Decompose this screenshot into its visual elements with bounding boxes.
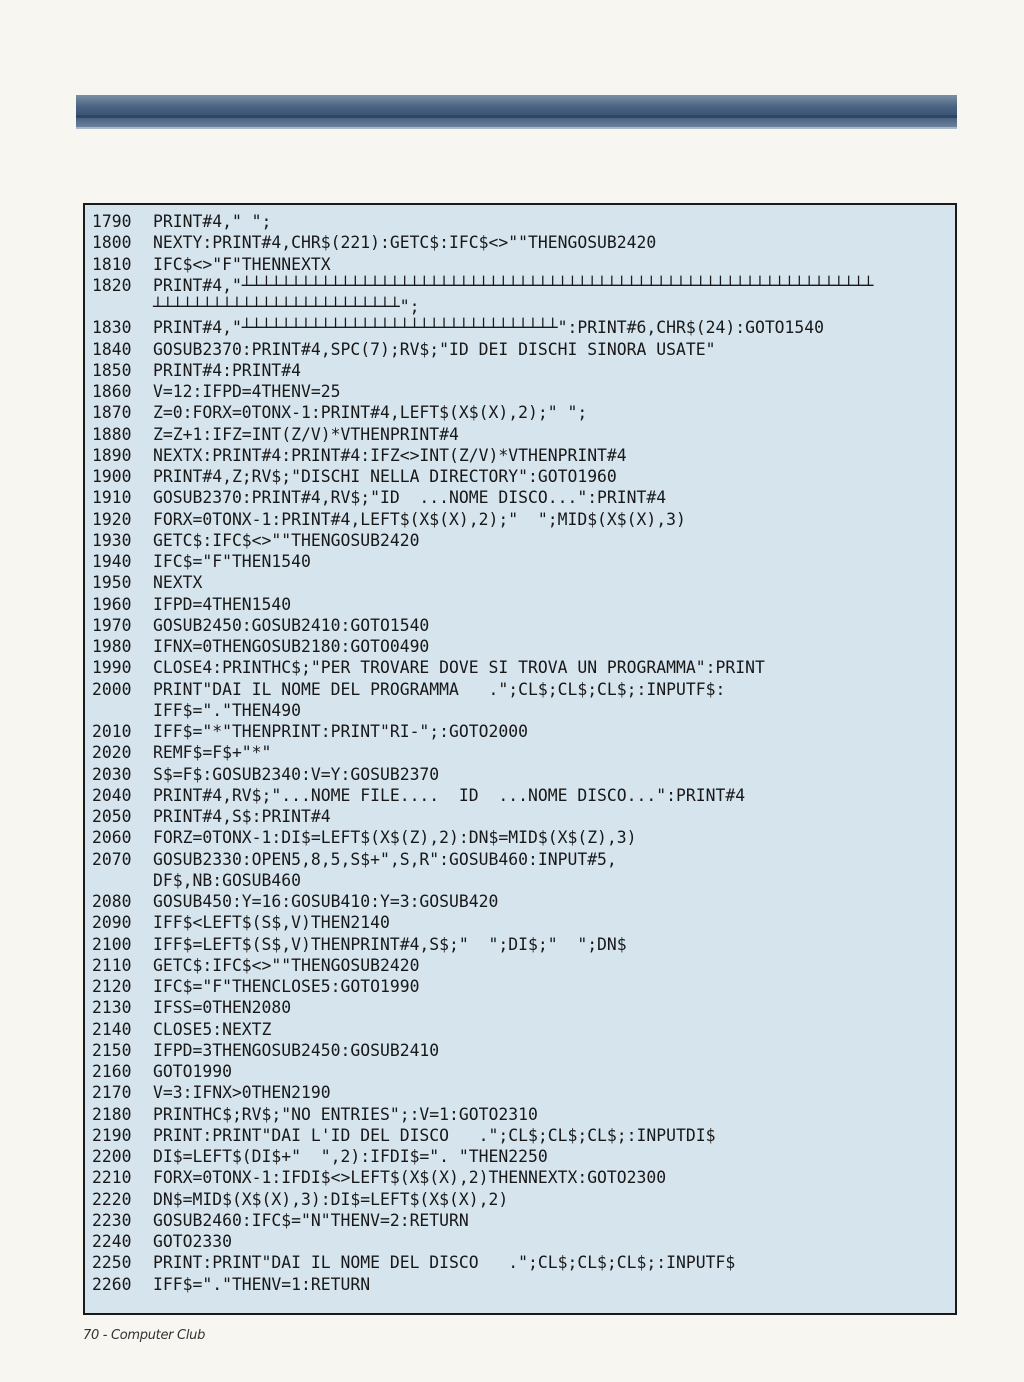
line-number: 2150 bbox=[92, 1040, 132, 1060]
line-number: 2010 bbox=[92, 722, 132, 741]
line-code: DN$=MID$(X$(X),3):DI$=LEFT$(X$(X),2) bbox=[153, 1189, 509, 1209]
line-number: 1910 bbox=[92, 488, 132, 508]
code-line bbox=[92, 1125, 955, 1146]
code-line bbox=[92, 806, 955, 827]
line-number: 2040 bbox=[92, 785, 132, 805]
code-line bbox=[92, 657, 955, 678]
line-code: IFF$="."THEN490 bbox=[153, 700, 302, 720]
line-number: 2090 bbox=[92, 913, 132, 933]
code-line bbox=[92, 1040, 955, 1061]
line-number: 1890 bbox=[92, 445, 132, 465]
line-number: 2220 bbox=[92, 1189, 132, 1209]
line-number bbox=[92, 700, 153, 721]
line-number: 2080 bbox=[92, 892, 132, 911]
code-line bbox=[92, 912, 955, 933]
code-line bbox=[92, 424, 955, 445]
line-number: 2130 bbox=[92, 998, 132, 1018]
line-number: 2200 bbox=[92, 1147, 132, 1166]
line-code: IFF$="*"THENPRINT:PRINT"RI-";:GOTO2000 bbox=[153, 722, 528, 741]
code-line bbox=[92, 509, 955, 530]
line-number: 1960 bbox=[92, 594, 132, 614]
line-number: 1870 bbox=[92, 403, 132, 423]
line-code: IFC$<>"F"THENNEXTX bbox=[153, 254, 331, 274]
code-line bbox=[92, 785, 955, 806]
line-number: 1860 bbox=[92, 382, 132, 401]
code-line bbox=[92, 721, 955, 742]
line-number: 2050 bbox=[92, 807, 132, 826]
line-number: 2240 bbox=[92, 1232, 132, 1251]
line-number: 1980 bbox=[92, 637, 132, 656]
line-number: 2110 bbox=[92, 955, 132, 975]
line-code: PRINT#4,"┴┴┴┴┴┴┴┴┴┴┴┴┴┴┴┴┴┴┴┴┴┴┴┴┴┴┴┴┴┴┴┴":PRINT#6,CHR$(24):GOTO1540 bbox=[153, 318, 825, 338]
code-line bbox=[92, 636, 955, 657]
code-line bbox=[92, 849, 955, 870]
line-code: GOTO2330 bbox=[153, 1232, 232, 1251]
line-code: CLOSE5:NEXTZ bbox=[153, 1019, 272, 1039]
line-code: PRINT#4,RV$;"...NOME FILE.... ID ...NOME DISCO...":PRINT#4 bbox=[153, 785, 746, 805]
line-number: 2250 bbox=[92, 1253, 132, 1273]
line-number: 1850 bbox=[92, 360, 132, 380]
line-code: PRINT#4,Z;RV$;"DISCHI NELLA DIRECTORY":GOTO1960 bbox=[153, 467, 617, 486]
code-line bbox=[92, 1231, 955, 1252]
code-line bbox=[92, 1061, 955, 1082]
line-number: 1950 bbox=[92, 573, 132, 593]
code-line bbox=[92, 572, 955, 593]
line-code: V=12:IFPD=4THENV=25 bbox=[153, 382, 341, 401]
code-listing-box bbox=[83, 203, 957, 1315]
line-code: DI$=LEFT$(DI$+" ",2):IFDI$=". "THEN2250 bbox=[153, 1147, 548, 1166]
line-number: 2060 bbox=[92, 828, 132, 848]
page-footer: 70 - Computer Club bbox=[83, 1328, 206, 1343]
line-code: Z=Z+1:IFZ=INT(Z/V)*VTHENPRINT#4 bbox=[153, 424, 459, 444]
line-code: GETC$:IFC$<>""THENGOSUB2420 bbox=[153, 955, 420, 975]
line-code: FORX=0TONX-1:PRINT#4,LEFT$(X$(X),2);" ";MID$(X$(X),3) bbox=[153, 509, 686, 529]
line-number: 1940 bbox=[92, 552, 132, 571]
code-line bbox=[92, 551, 955, 572]
line-code: NEXTX:PRINT#4:PRINT#4:IFZ<>INT(Z/V)*VTHENPRINT#4 bbox=[153, 445, 627, 465]
line-number: 1930 bbox=[92, 530, 132, 550]
line-code: V=3:IFNX>0THEN2190 bbox=[153, 1083, 331, 1103]
line-code: GOTO1990 bbox=[153, 1062, 232, 1081]
code-line bbox=[92, 1210, 955, 1231]
line-number: 1970 bbox=[92, 615, 132, 635]
line-code: IFPD=4THEN1540 bbox=[153, 594, 292, 614]
line-number: 1900 bbox=[92, 467, 132, 486]
line-code: PRINT:PRINT"DAI IL NOME DEL DISCO .";CL$;CL$;CL$;:INPUTF$ bbox=[153, 1253, 736, 1273]
line-code: IFSS=0THEN2080 bbox=[153, 998, 292, 1018]
code-line bbox=[92, 742, 955, 763]
line-code: NEXTY:PRINT#4,CHR$(221):GETC$:IFC$<>""THENGOSUB2420 bbox=[153, 233, 657, 253]
line-code: PRINT#4,S$:PRINT#4 bbox=[153, 807, 331, 826]
code-line bbox=[92, 997, 955, 1018]
code-line bbox=[92, 402, 955, 423]
code-line bbox=[92, 211, 955, 232]
line-code: GOSUB450:Y=16:GOSUB410:Y=3:GOSUB420 bbox=[153, 892, 499, 911]
line-number: 1820 bbox=[92, 275, 132, 295]
code-line bbox=[92, 1104, 955, 1125]
code-line bbox=[92, 254, 955, 275]
line-number: 1800 bbox=[92, 233, 132, 253]
line-code: CLOSE4:PRINTHC$;"PER TROVARE DOVE SI TROVA UN PROGRAMMA":PRINT bbox=[153, 658, 765, 678]
line-number: 2120 bbox=[92, 977, 132, 996]
line-number: 2140 bbox=[92, 1019, 132, 1039]
line-number: 2170 bbox=[92, 1083, 132, 1103]
code-line bbox=[92, 1274, 955, 1295]
line-code: PRINTHC$;RV$;"NO ENTRIES";:V=1:GOTO2310 bbox=[153, 1104, 538, 1124]
code-line bbox=[92, 934, 955, 955]
line-code: NEXTX bbox=[153, 573, 203, 593]
line-number: 2210 bbox=[92, 1168, 132, 1188]
line-number: 2020 bbox=[92, 743, 132, 763]
code-line bbox=[92, 1252, 955, 1273]
code-line bbox=[92, 615, 955, 636]
line-number: 1790 bbox=[92, 212, 132, 231]
header-bar bbox=[76, 95, 957, 129]
line-code: DF$,NB:GOSUB460 bbox=[153, 870, 302, 890]
line-number: 1920 bbox=[92, 509, 132, 529]
line-code: FORX=0TONX-1:IFDI$<>LEFT$(X$(X),2)THENNEXTX:GOTO2300 bbox=[153, 1168, 667, 1188]
line-code: IFC$="F"THENCLOSE5:GOTO1990 bbox=[153, 977, 420, 996]
line-number: 2070 bbox=[92, 849, 132, 869]
line-code: PRINT#4:PRINT#4 bbox=[153, 360, 302, 380]
line-number: 2260 bbox=[92, 1274, 132, 1294]
line-code: S$=F$:GOSUB2340:V=Y:GOSUB2370 bbox=[153, 764, 440, 784]
line-code: PRINT#4,"┴┴┴┴┴┴┴┴┴┴┴┴┴┴┴┴┴┴┴┴┴┴┴┴┴┴┴┴┴┴┴┴┴┴┴┴┴┴┴┴┴┴┴┴┴┴┴┴┴┴┴┴┴┴┴┴┴┴┴┴┴┴┴┴ bbox=[153, 275, 874, 295]
code-line bbox=[92, 232, 955, 253]
code-line bbox=[92, 764, 955, 785]
code-line bbox=[92, 1082, 955, 1103]
line-number: 1880 bbox=[92, 424, 132, 444]
code-line bbox=[92, 360, 955, 381]
code-line bbox=[92, 594, 955, 615]
line-number: 2180 bbox=[92, 1104, 132, 1124]
line-code: PRINT"DAI IL NOME DEL PROGRAMMA .";CL$;CL$;CL$;:INPUTF$: bbox=[153, 679, 726, 699]
code-line bbox=[92, 317, 955, 338]
line-code: IFC$="F"THEN1540 bbox=[153, 552, 311, 571]
line-code: ┴┴┴┴┴┴┴┴┴┴┴┴┴┴┴┴┴┴┴┴┴┴┴┴┴"; bbox=[153, 297, 420, 316]
line-code: GETC$:IFC$<>""THENGOSUB2420 bbox=[153, 530, 420, 550]
code-line bbox=[92, 1189, 955, 1210]
line-number: 1810 bbox=[92, 254, 132, 274]
line-number: 2230 bbox=[92, 1210, 132, 1230]
line-number: 2030 bbox=[92, 764, 132, 784]
line-number: 1990 bbox=[92, 658, 132, 678]
code-line bbox=[92, 870, 955, 891]
line-code: IFF$=LEFT$(S$,V)THENPRINT#4,S$;" ";DI$;" ";DN$ bbox=[153, 934, 627, 954]
code-line bbox=[92, 296, 955, 317]
code-listing bbox=[92, 211, 955, 1295]
line-code: GOSUB2460:IFC$="N"THENV=2:RETURN bbox=[153, 1210, 469, 1230]
line-number: 2000 bbox=[92, 679, 132, 699]
code-line bbox=[92, 700, 955, 721]
code-line bbox=[92, 1146, 955, 1167]
line-code: IFPD=3THENGOSUB2450:GOSUB2410 bbox=[153, 1040, 440, 1060]
line-code: REMF$=F$+"*" bbox=[153, 743, 272, 763]
line-code: GOSUB2330:OPEN5,8,5,S$+",S,R":GOSUB460:INPUT#5, bbox=[153, 849, 617, 869]
code-line bbox=[92, 381, 955, 402]
code-line bbox=[92, 827, 955, 848]
code-line bbox=[92, 466, 955, 487]
line-number bbox=[92, 296, 153, 317]
code-line bbox=[92, 976, 955, 997]
code-line bbox=[92, 891, 955, 912]
code-line bbox=[92, 487, 955, 508]
code-line bbox=[92, 955, 955, 976]
code-line bbox=[92, 679, 955, 700]
code-line bbox=[92, 530, 955, 551]
line-code: IFF$="."THENV=1:RETURN bbox=[153, 1274, 371, 1294]
code-line bbox=[92, 445, 955, 466]
line-number: 2190 bbox=[92, 1125, 132, 1145]
line-code: FORZ=0TONX-1:DI$=LEFT$(X$(Z),2):DN$=MID$(X$(Z),3) bbox=[153, 828, 637, 848]
code-line bbox=[92, 1019, 955, 1040]
line-code: IFNX=0THENGOSUB2180:GOTO0490 bbox=[153, 637, 430, 656]
line-number: 2160 bbox=[92, 1062, 132, 1081]
line-code: GOSUB2370:PRINT#4,SPC(7);RV$;"ID DEI DISCHI SINORA USATE" bbox=[153, 339, 716, 359]
line-code: GOSUB2450:GOSUB2410:GOTO1540 bbox=[153, 615, 430, 635]
line-number: 1830 bbox=[92, 318, 132, 338]
line-number: 1840 bbox=[92, 339, 132, 359]
code-line bbox=[92, 275, 955, 296]
line-code: GOSUB2370:PRINT#4,RV$;"ID ...NOME DISCO...":PRINT#4 bbox=[153, 488, 667, 508]
line-code: PRINT:PRINT"DAI L'ID DEL DISCO .";CL$;CL$;CL$;:INPUTDI$ bbox=[153, 1125, 716, 1145]
code-line bbox=[92, 339, 955, 360]
line-number bbox=[92, 870, 153, 891]
code-line bbox=[92, 1167, 955, 1188]
line-code: PRINT#4," "; bbox=[153, 212, 272, 231]
line-number: 2100 bbox=[92, 934, 132, 954]
line-code: Z=0:FORX=0TONX-1:PRINT#4,LEFT$(X$(X),2);" "; bbox=[153, 403, 588, 423]
line-code: IFF$<LEFT$(S$,V)THEN2140 bbox=[153, 913, 390, 933]
